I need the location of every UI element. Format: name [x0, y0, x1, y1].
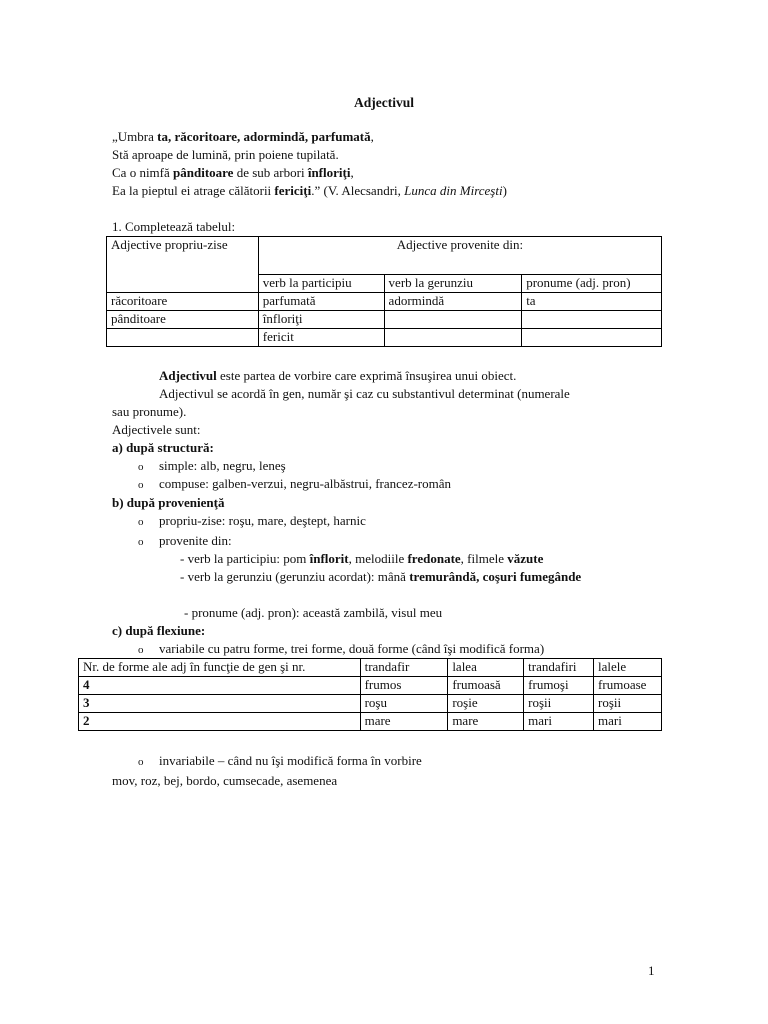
list-item: invariabile – când nu îşi modifică forma în vorbire: [159, 753, 422, 768]
list-item: propriu-zise: roşu, mare, deştept, harnic: [159, 513, 366, 528]
poem-line-1: „Umbra ta, răcoritoare, adormindă, parfumată,: [112, 129, 374, 144]
subheader-participle: verb la participiu: [258, 275, 384, 293]
table-row: [79, 695, 662, 713]
document-title: Adjectivul: [354, 95, 414, 110]
table-cell: înfloriţi: [258, 311, 384, 329]
table-cell: parfumată: [258, 293, 384, 311]
list-item: compuse: galben-verzui, negru-albăstrui, francez-român: [159, 476, 452, 491]
table-cell: frumoase: [594, 677, 662, 695]
table-cell: [522, 311, 662, 329]
table-cell: mare: [448, 713, 524, 731]
subheader-pronoun: pronume (adj. pron): [522, 275, 662, 293]
inflection-table: [78, 658, 662, 731]
section-origin-title: b) după provenienţă: [112, 495, 225, 510]
table-cell: răcoritoare: [107, 293, 259, 311]
header-derived-adjectives: Adjective provenite din:: [258, 237, 661, 275]
list-item: provenite din:: [159, 533, 232, 548]
table-cell: mari: [594, 713, 662, 731]
bullet-icon: o: [138, 516, 144, 528]
list-item: variabile cu patru forme, trei forme, două forme (când îşi modifică forma): [159, 641, 545, 656]
list-item: simple: alb, negru, leneş: [159, 458, 286, 473]
table-cell: frumos: [360, 677, 448, 695]
header-proper-adjectives: Adjective propriu-zise: [107, 237, 259, 293]
table-cell: [107, 329, 259, 347]
table-header: lalea: [448, 659, 524, 677]
table-cell: mare: [360, 713, 448, 731]
table-row: [107, 293, 662, 311]
table-cell: [384, 311, 522, 329]
table-row: [79, 713, 662, 731]
table-row: [107, 311, 662, 329]
section-inflection-title: c) după flexiune:: [112, 623, 206, 638]
table-cell: roşu: [360, 695, 448, 713]
table-cell: fericit: [258, 329, 384, 347]
table-header: lalele: [594, 659, 662, 677]
table-cell: 2: [79, 713, 361, 731]
table-row: [79, 677, 662, 695]
agreement-paragraph-cont: sau pronume).: [112, 404, 187, 419]
bullet-icon: o: [138, 644, 144, 656]
exercise-label: 1. Completează tabelul:: [112, 219, 236, 234]
sub-item-gerund: - verb la gerunziu (gerunziu acordat): mână tremurândă, coşuri fumegânde: [180, 569, 582, 584]
table-cell: 3: [79, 695, 361, 713]
poem-line-2: Stă aproape de lumină, prin poiene tupilată.: [112, 147, 339, 162]
bullet-icon: o: [138, 461, 144, 473]
page-number: 1: [648, 963, 655, 978]
table-cell: mari: [524, 713, 594, 731]
table-cell: [384, 329, 522, 347]
bullet-icon: o: [138, 479, 144, 491]
table-cell: pânditoare: [107, 311, 259, 329]
table-row: [107, 237, 662, 275]
invariable-examples: mov, roz, bej, bordo, cumsecade, asemenea: [112, 773, 338, 788]
bullet-icon: o: [138, 536, 144, 548]
table-cell: [522, 329, 662, 347]
table-cell: roşii: [594, 695, 662, 713]
table-row: [107, 329, 662, 347]
table-header: trandafir: [360, 659, 448, 677]
classification-intro: Adjectivele sunt:: [112, 422, 201, 437]
adjective-origin-table: [106, 236, 662, 347]
subheader-gerund: verb la gerunziu: [384, 275, 522, 293]
table-cell: frumoşi: [524, 677, 594, 695]
definition-paragraph: Adjectivul este partea de vorbire care exprimă însuşirea unui obiect.: [159, 368, 517, 383]
sub-item-participle: - verb la participiu: pom înflorit, melodiile fredonate, filmele văzute: [180, 551, 544, 566]
poem-line-3: Ca o nimfă pânditoare de sub arbori înfloriţi,: [112, 165, 354, 180]
table-cell: roşii: [524, 695, 594, 713]
table-cell: 4: [79, 677, 361, 695]
table-cell: adormindă: [384, 293, 522, 311]
bullet-icon: o: [138, 756, 144, 768]
agreement-paragraph: Adjectivul se acordă în gen, număr şi caz cu substantivul determinat (numerale: [159, 386, 570, 401]
section-structure-title: a) după structură:: [112, 440, 214, 455]
sub-item-pronoun: - pronume (adj. pron): această zambilă, visul meu: [184, 605, 443, 620]
table-cell: frumoasă: [448, 677, 524, 695]
table-cell: ta: [522, 293, 662, 311]
table-cell: roşie: [448, 695, 524, 713]
table-header: Nr. de forme ale adj în funcţie de gen şi nr.: [79, 659, 361, 677]
table-row: [79, 659, 662, 677]
poem-line-4: Ea la pieptul ei atrage călătorii fericiţi.” (V. Alecsandri, Lunca din Mirceşti): [112, 183, 507, 198]
table-header: trandafiri: [524, 659, 594, 677]
